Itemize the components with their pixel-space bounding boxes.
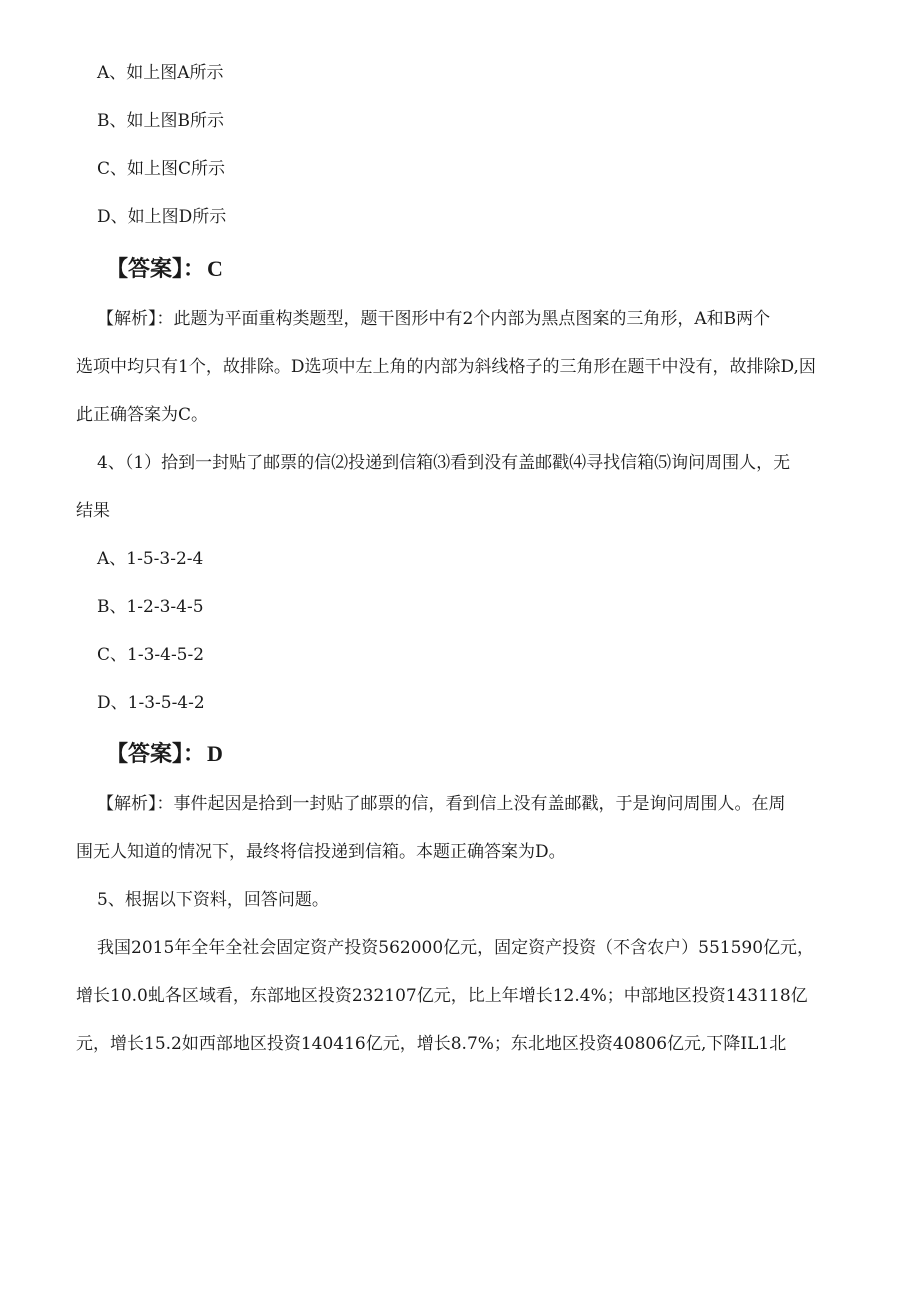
q4-option-c: C、1-3-4-5-2: [97, 645, 205, 665]
q4-stem-line-2: 结果: [76, 501, 110, 521]
q3-answer-value: C: [207, 256, 223, 281]
q3-explanation-line-1: 【解析】：此题为平面重构类题型，题干图形中有2个内部为黑点图案的三角形，A和B两个: [97, 309, 771, 329]
q4-explanation-line-1: 【解析】：事件起因是拾到一封贴了邮票的信，看到信上没有盖邮戳，于是询问周围人。在周: [97, 794, 786, 814]
q4-answer-label: 【答案】：: [106, 742, 206, 767]
q3-option-b: B、如上图B所示: [97, 111, 224, 131]
q3-answer: [106, 254, 223, 285]
q3-explanation-line-2: 选项中均只有1个，故排除。D选项中左上角的内部为斜线格子的三角形在题干中没有，故排除D,因: [76, 357, 816, 377]
q4-answer: [106, 739, 223, 770]
q5-material-line-3: 元，增长15.2如西部地区投资140416亿元，增长8.7%；东北地区投资40806亿元,下降IL1北: [76, 1034, 787, 1054]
q4-option-a: A、1-5-3-2-4: [97, 549, 204, 569]
q5-material-line-1: 我国2015年全年全社会固定资产投资562000亿元，固定资产投资（不含农户）551590亿元，: [97, 938, 815, 958]
q4-stem-line-1: 4、（1）拾到一封贴了邮票的信⑵投递到信箱⑶看到没有盖邮戳⑷寻找信箱⑸询问周围人，无: [97, 453, 791, 473]
q3-explanation-line-3: 此正确答案为C。: [76, 405, 209, 425]
q3-option-d: D、如上图D所示: [97, 207, 227, 227]
q4-option-d: D、1-3-5-4-2: [97, 693, 205, 713]
q5-material-line-2: 增长10.0虬各区域看，东部地区投资232107亿元，比上年增长12.4%；中部地区投资143118亿: [76, 986, 808, 1006]
q3-option-a: A、如上图A所示: [97, 63, 224, 83]
q4-option-b: B、1-2-3-4-5: [97, 597, 204, 617]
q4-answer-value: D: [207, 741, 223, 766]
q5-stem: 5、根据以下资料，回答问题。: [97, 890, 329, 910]
q4-explanation-line-2: 围无人知道的情况下，最终将信投递到信箱。本题正确答案为D。: [76, 842, 566, 862]
q3-answer-label: 【答案】：: [106, 257, 206, 282]
q3-option-c: C、如上图C所示: [97, 159, 226, 179]
